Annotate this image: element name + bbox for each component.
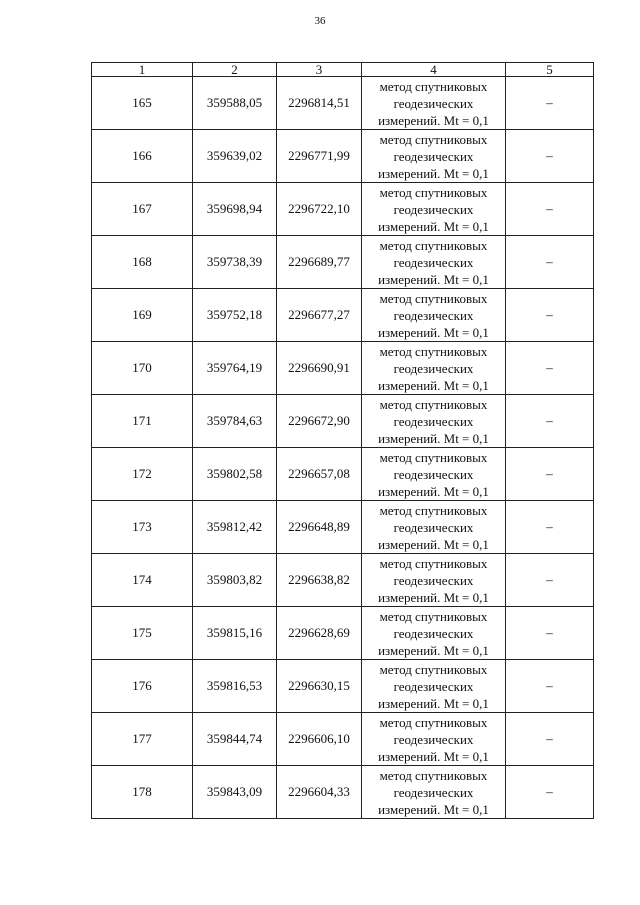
method-cell [362, 766, 506, 819]
method-line: геодезических [393, 784, 474, 800]
method-line: метод спутниковых [379, 184, 488, 200]
note-cell: – [506, 766, 594, 819]
method-line: метод спутниковых [379, 290, 488, 306]
method-line: метод спутниковых [379, 449, 488, 465]
coordinate-y-cell: 2296628,69 [277, 607, 362, 660]
point-number-cell: 173 [92, 501, 193, 554]
note-cell: – [506, 183, 594, 236]
note-cell: – [506, 660, 594, 713]
method-cell [362, 501, 506, 554]
method-line: измерений. Mt = 0,1 [378, 536, 489, 552]
note-cell: – [506, 448, 594, 501]
method-line: метод спутниковых [379, 767, 488, 783]
coordinate-x-cell: 359843,09 [193, 766, 277, 819]
coordinate-y-cell: 2296771,99 [277, 130, 362, 183]
note-cell: – [506, 289, 594, 342]
coordinate-x-cell: 359803,82 [193, 554, 277, 607]
coordinate-x-cell: 359816,53 [193, 660, 277, 713]
table-row [92, 77, 594, 130]
method-line: геодезических [393, 572, 474, 588]
note-cell: – [506, 554, 594, 607]
coordinate-y-cell: 2296604,33 [277, 766, 362, 819]
coordinate-x-cell: 359812,42 [193, 501, 277, 554]
point-number-cell: 166 [92, 130, 193, 183]
coordinate-y-cell: 2296630,15 [277, 660, 362, 713]
method-cell [362, 183, 506, 236]
coordinate-y-cell: 2296672,90 [277, 395, 362, 448]
method-line: геодезических [393, 201, 474, 217]
table-row [92, 289, 594, 342]
point-number-cell: 176 [92, 660, 193, 713]
method-line: геодезических [393, 148, 474, 164]
method-line: измерений. Mt = 0,1 [378, 324, 489, 340]
method-line: измерений. Mt = 0,1 [378, 642, 489, 658]
coordinate-x-cell: 359588,05 [193, 77, 277, 130]
coordinate-y-cell: 2296677,27 [277, 289, 362, 342]
coordinate-y-cell: 2296690,91 [277, 342, 362, 395]
method-line: геодезических [393, 95, 474, 111]
note-cell: – [506, 342, 594, 395]
coordinate-y-cell: 2296638,82 [277, 554, 362, 607]
method-line: геодезических [393, 731, 474, 747]
coordinate-x-cell: 359844,74 [193, 713, 277, 766]
point-number-cell: 172 [92, 448, 193, 501]
method-line: геодезических [393, 625, 474, 641]
point-number-cell: 177 [92, 713, 193, 766]
method-line: измерений. Mt = 0,1 [378, 165, 489, 181]
coordinate-x-cell: 359752,18 [193, 289, 277, 342]
method-cell [362, 77, 506, 130]
method-line: метод спутниковых [379, 343, 488, 359]
page-number: 36 [314, 15, 326, 27]
method-line: геодезических [393, 307, 474, 323]
coordinate-y-cell: 2296657,08 [277, 448, 362, 501]
method-cell [362, 607, 506, 660]
method-cell [362, 395, 506, 448]
method-line: измерений. Mt = 0,1 [378, 377, 489, 393]
point-number-cell: 174 [92, 554, 193, 607]
method-cell [362, 448, 506, 501]
point-number-cell: 169 [92, 289, 193, 342]
table-body [92, 77, 594, 819]
note-cell: – [506, 236, 594, 289]
method-line: измерений. Mt = 0,1 [378, 483, 489, 499]
method-line: измерений. Mt = 0,1 [378, 112, 489, 128]
method-line: геодезических [393, 254, 474, 270]
method-cell [362, 342, 506, 395]
note-cell: – [506, 130, 594, 183]
column-header: 1 [92, 63, 193, 77]
method-cell [362, 236, 506, 289]
method-line: геодезических [393, 413, 474, 429]
method-line: метод спутниковых [379, 502, 488, 518]
note-cell: – [506, 713, 594, 766]
method-cell [362, 713, 506, 766]
column-header: 3 [277, 63, 362, 77]
coordinate-x-cell: 359815,16 [193, 607, 277, 660]
note-cell: – [506, 77, 594, 130]
method-line: метод спутниковых [379, 661, 488, 677]
method-cell [362, 554, 506, 607]
table-row [92, 607, 594, 660]
method-line: метод спутниковых [379, 714, 488, 730]
table-row [92, 501, 594, 554]
point-number-cell: 168 [92, 236, 193, 289]
method-cell [362, 660, 506, 713]
point-number-cell: 170 [92, 342, 193, 395]
coordinate-y-cell: 2296689,77 [277, 236, 362, 289]
method-line: измерений. Mt = 0,1 [378, 801, 489, 817]
table-row [92, 554, 594, 607]
method-line: измерений. Mt = 0,1 [378, 695, 489, 711]
method-line: метод спутниковых [379, 78, 488, 94]
coordinate-x-cell: 359738,39 [193, 236, 277, 289]
method-line: измерений. Mt = 0,1 [378, 430, 489, 446]
coordinates-table [91, 62, 594, 819]
table-row [92, 236, 594, 289]
method-line: измерений. Mt = 0,1 [378, 218, 489, 234]
table-row [92, 660, 594, 713]
table-row [92, 713, 594, 766]
table-row [92, 395, 594, 448]
method-line: метод спутниковых [379, 237, 488, 253]
coordinate-x-cell: 359764,19 [193, 342, 277, 395]
note-cell: – [506, 395, 594, 448]
table-row [92, 342, 594, 395]
method-line: метод спутниковых [379, 396, 488, 412]
table-row [92, 130, 594, 183]
note-cell: – [506, 607, 594, 660]
coordinate-x-cell: 359639,02 [193, 130, 277, 183]
method-line: геодезических [393, 678, 474, 694]
coordinate-y-cell: 2296722,10 [277, 183, 362, 236]
method-line: геодезических [393, 466, 474, 482]
point-number-cell: 165 [92, 77, 193, 130]
coordinate-x-cell: 359698,94 [193, 183, 277, 236]
method-line: геодезических [393, 519, 474, 535]
table-row [92, 183, 594, 236]
column-header: 4 [362, 63, 506, 77]
coordinate-y-cell: 2296606,10 [277, 713, 362, 766]
method-cell [362, 289, 506, 342]
coordinate-y-cell: 2296648,89 [277, 501, 362, 554]
coordinate-x-cell: 359784,63 [193, 395, 277, 448]
coordinate-x-cell: 359802,58 [193, 448, 277, 501]
point-number-cell: 178 [92, 766, 193, 819]
column-header: 5 [506, 63, 594, 77]
method-line: метод спутниковых [379, 131, 488, 147]
method-line: измерений. Mt = 0,1 [378, 748, 489, 764]
method-line: геодезических [393, 360, 474, 376]
column-header: 2 [193, 63, 277, 77]
method-line: метод спутниковых [379, 608, 488, 624]
table-row [92, 766, 594, 819]
table-header-row [92, 63, 594, 77]
table-row [92, 448, 594, 501]
method-line: измерений. Mt = 0,1 [378, 271, 489, 287]
coordinate-y-cell: 2296814,51 [277, 77, 362, 130]
point-number-cell: 171 [92, 395, 193, 448]
point-number-cell: 175 [92, 607, 193, 660]
method-cell [362, 130, 506, 183]
method-line: измерений. Mt = 0,1 [378, 589, 489, 605]
point-number-cell: 167 [92, 183, 193, 236]
method-line: метод спутниковых [379, 555, 488, 571]
note-cell: – [506, 501, 594, 554]
